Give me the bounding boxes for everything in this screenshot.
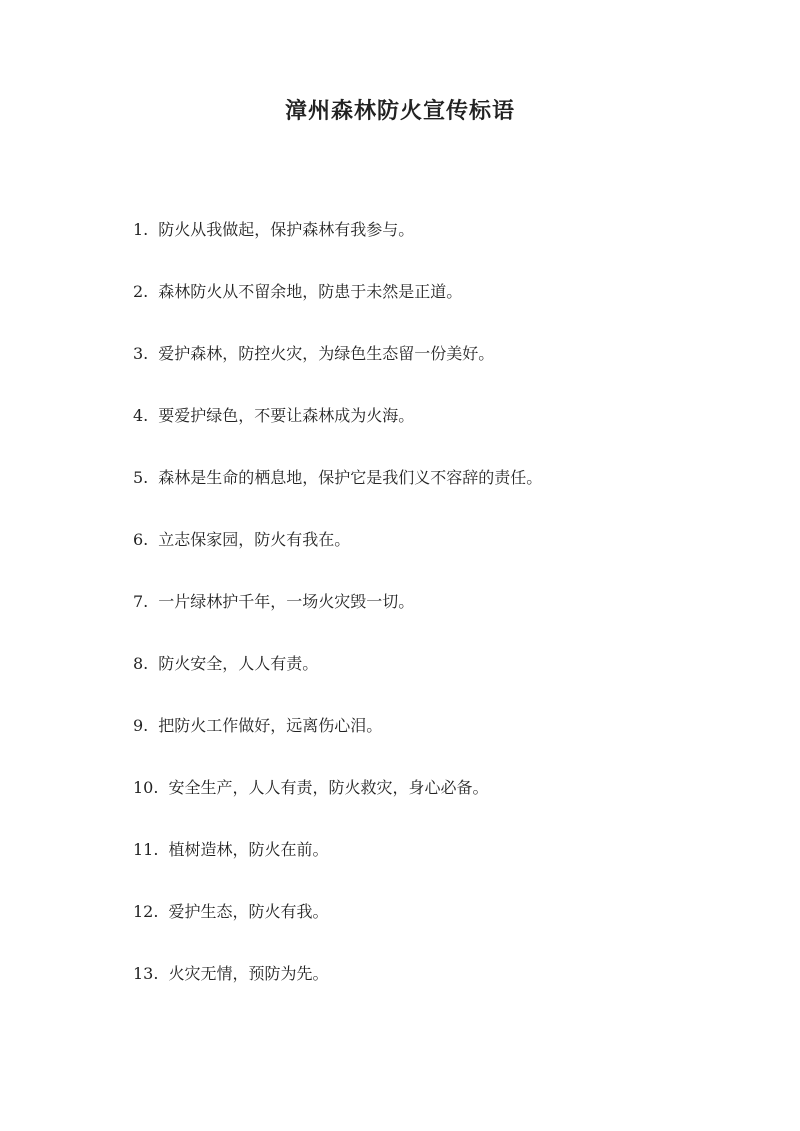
- item-number: 3.: [133, 344, 149, 363]
- item-text: 一片绿林护千年，一场火灾毁一切。: [158, 592, 415, 611]
- list-item: [133, 402, 753, 464]
- list-item: [133, 774, 753, 836]
- item-number: 7.: [133, 592, 149, 611]
- document-title: 漳州森林防火宣传标语: [284, 98, 515, 124]
- item-text: 防火从我做起，保护森林有我参与。: [158, 220, 415, 239]
- list-item: [133, 836, 753, 898]
- item-text: 森林防火从不留余地，防患于未然是正道。: [158, 282, 463, 301]
- item-text: 立志保家园，防火有我在。: [158, 530, 351, 549]
- item-text: 爱护森林，防控火灾，为绿色生态留一份美好。: [158, 344, 495, 363]
- item-number: 8.: [133, 654, 149, 673]
- item-text: 防火安全，人人有责。: [158, 654, 319, 673]
- item-number: 2.: [133, 282, 149, 301]
- list-item: [133, 960, 753, 1022]
- list-item: [133, 588, 753, 650]
- list-item: [133, 898, 753, 960]
- list-item: [133, 216, 753, 278]
- item-number: 4.: [133, 406, 149, 425]
- item-number: 6.: [133, 530, 149, 549]
- item-text: 火灾无情，预防为先。: [168, 964, 329, 983]
- item-text: 爱护生态，防火有我。: [168, 902, 329, 921]
- item-number: 5.: [133, 468, 149, 487]
- item-number: 1.: [133, 220, 149, 239]
- list-item: [133, 712, 753, 774]
- slogan-list: [133, 216, 753, 1022]
- item-text: 植树造林，防火在前。: [168, 840, 329, 859]
- list-item: [133, 278, 753, 340]
- item-number: 9.: [133, 716, 149, 735]
- item-number: 10.: [133, 778, 159, 797]
- list-item: [133, 340, 753, 402]
- item-number: 11.: [133, 840, 159, 859]
- list-item: [133, 464, 753, 526]
- item-text: 要爱护绿色，不要让森林成为火海。: [158, 406, 415, 425]
- item-text: 把防火工作做好，远离伤心泪。: [158, 716, 383, 735]
- item-text: 森林是生命的栖息地，保护它是我们义不容辞的责任。: [158, 468, 543, 487]
- list-item: [133, 526, 753, 588]
- item-text: 安全生产，人人有责，防火救灾，身心必备。: [168, 778, 489, 797]
- item-number: 13.: [133, 964, 159, 983]
- item-number: 12.: [133, 902, 159, 921]
- list-item: [133, 650, 753, 712]
